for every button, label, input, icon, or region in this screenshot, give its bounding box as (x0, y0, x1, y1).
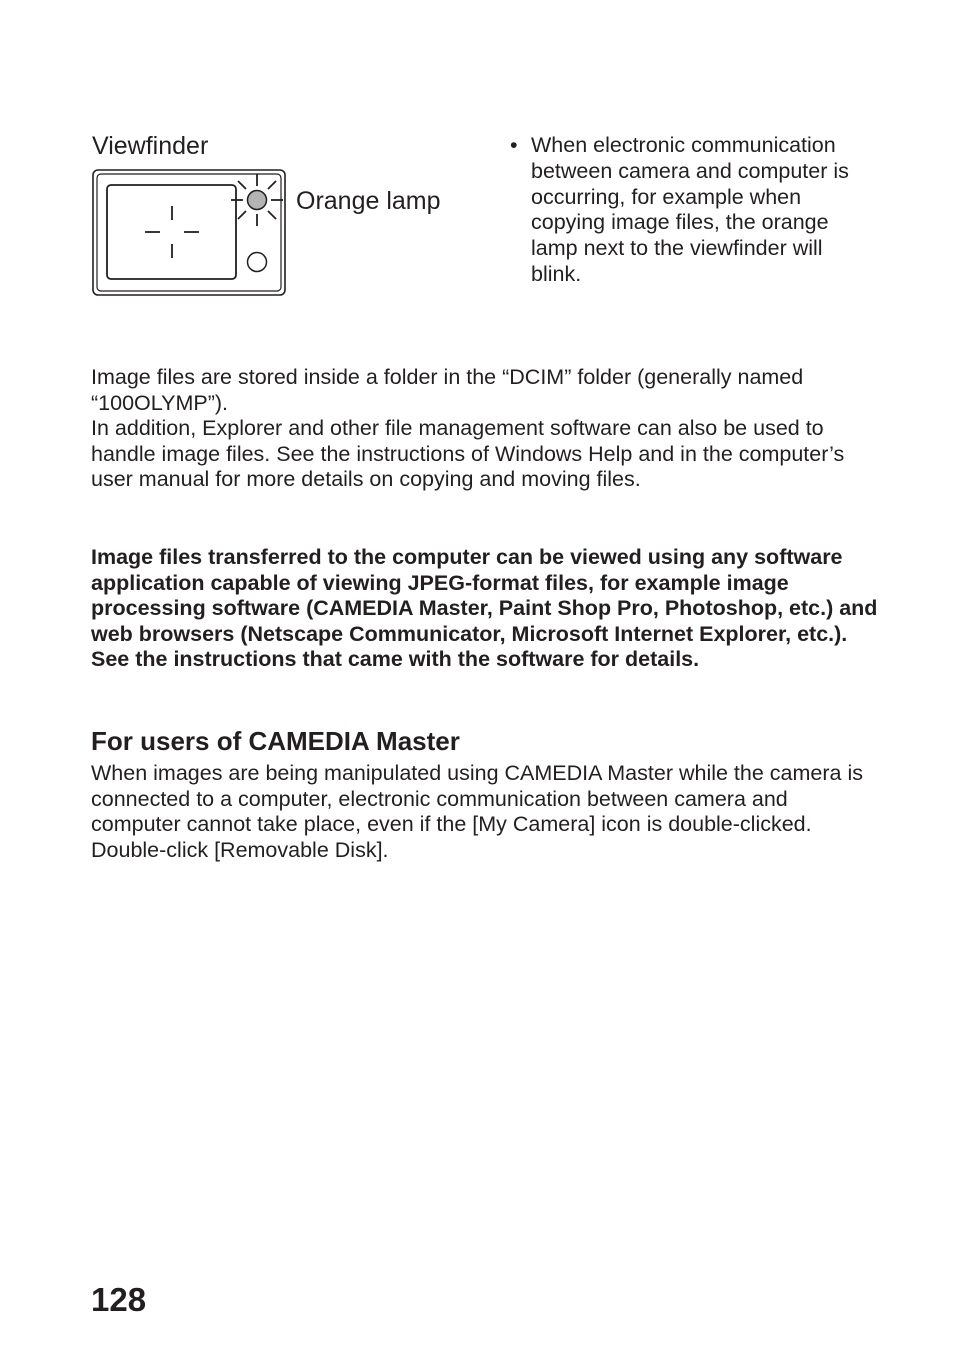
viewfinder-diagram (90, 166, 290, 300)
lamp-blink-note (510, 133, 850, 288)
bullet-point: • (510, 133, 518, 157)
lamp-blink-note-text: When electronic communication between camera and computer is occurring, for example when copying image files, the orange lamp next to the viewfinder will blink. (531, 133, 849, 286)
secondary-lamp-icon (248, 253, 267, 272)
dcim-folder-paragraph: Image files are stored inside a folder in the “DCIM” folder (generally named “100OLYMP”). (91, 365, 804, 415)
viewfinder-crosshair-icon (145, 206, 199, 258)
orange-lamp-icon (231, 174, 283, 226)
viewfinder-label: Viewfinder (92, 132, 209, 160)
section-heading: For users of CAMEDIA Master (91, 726, 460, 756)
page-number: 128 (91, 1281, 147, 1318)
camedia-master-paragraph: When images are being manipulated using CAMEDIA Master while the camera is connected to a computer, electronic communication between camera and computer cannot take place, even if the [My Camera] icon is double-clicked. Double-click [Removable Disk]. (91, 761, 863, 862)
file-management-paragraph: In addition, Explorer and other file management software can also be used to handle image files. See the instructions of Windows Help and in the computer’s user manual for more details on copying and moving files. (91, 416, 845, 492)
orange-lamp-label: Orange lamp (296, 187, 441, 215)
viewing-software-paragraph: Image files transferred to the computer can be viewed using any software application capable of viewing JPEG-format files, for example image processing software (CAMEDIA Master, Paint Shop Pro, Photoshop, etc.) and web browsers (Netscape Communicator, Microsoft Internet Explorer, etc.). See the instructions that came with the software for details. (91, 545, 878, 672)
viewfinder-window (107, 185, 236, 279)
